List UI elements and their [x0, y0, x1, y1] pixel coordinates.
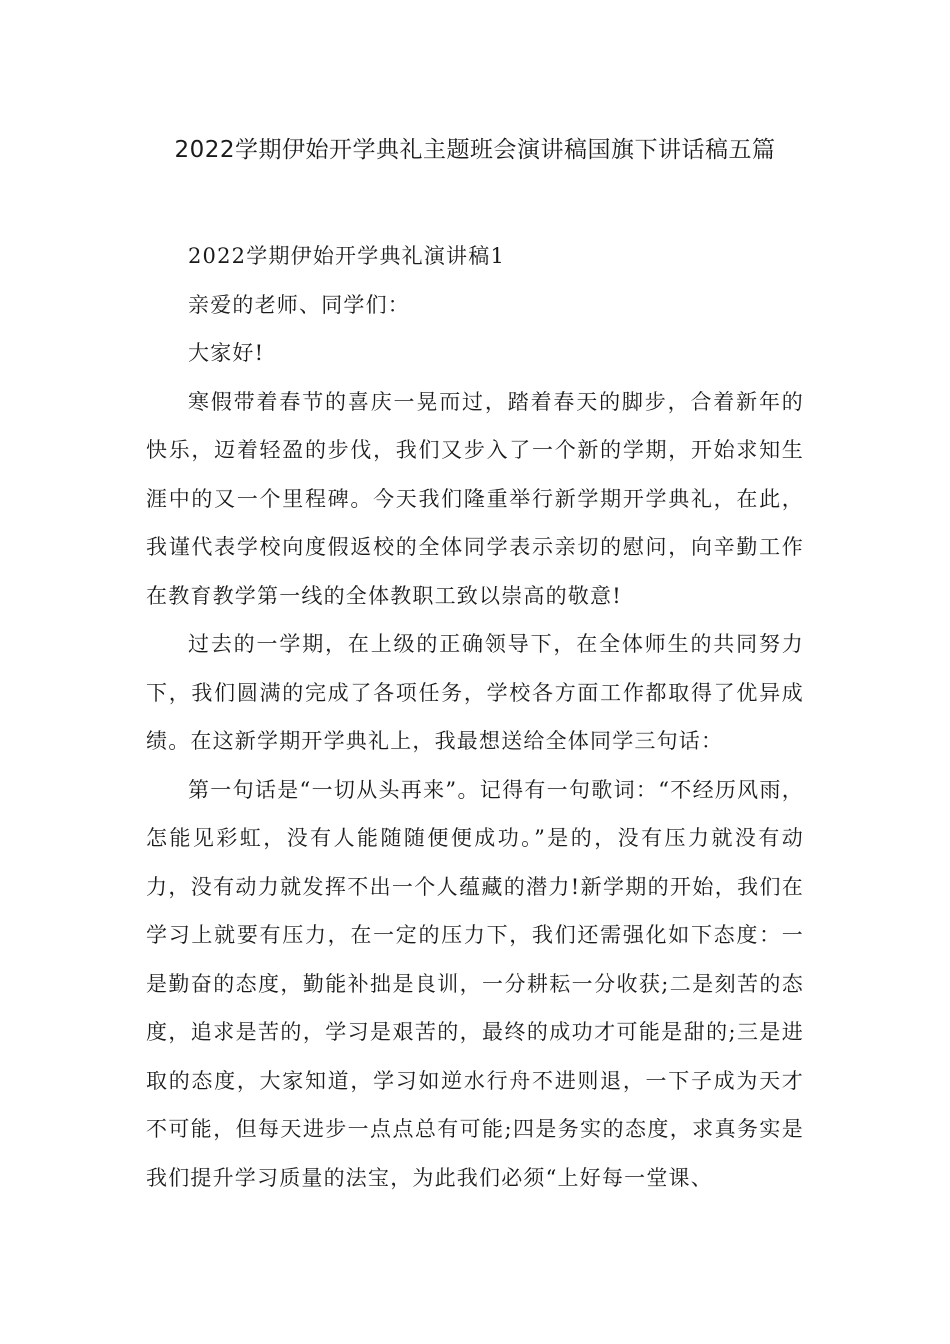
body-paragraph: 第一句话是“一切从头再来”。记得有一句歌词：“不经历风雨，怎能见彩虹，没有人能随随便便成功。”是的，没有压力就没有动力，没有动力就发挥不出一个人蕴藏的潜力!新学期的开始，我们在学习上就要有压力，在一定的压力下，我们还需强化如下态度：一是勤奋的态度，勤能补拙是良训，一分耕耘一分收获;二是刻苦的态度，追求是苦的，学习是艰苦的，最终的成功才可能是甜的;三是进取的态度，大家知道，学习如逆水行舟不进则退，一下子成为天才不可能，但每天进步一点点总有可能;四是务实的态度，求真务实是我们提升学习质量的法宝，为此我们必须“上好每一堂课、 — [146, 777, 804, 1190]
document-body — [146, 232, 804, 1202]
section-heading: 2022学期伊始开学典礼演讲稿1 — [188, 244, 506, 268]
document-title: 2022学期伊始开学典礼主题班会演讲稿国旗下讲话稿五篇 — [174, 137, 776, 163]
greeting: 大家好! — [188, 341, 265, 365]
body-paragraph: 寒假带着春节的喜庆一晃而过，踏着春天的脚步，合着新年的快乐，迈着轻盈的步伐，我们又步入了一个新的学期，开始求知生涯中的又一个里程碑。今天我们隆重举行新学期开学典礼，在此，我谨代表学校向度假返校的全体同学表示亲切的慰问，向辛勤工作在教育教学第一线的全体教职工致以崇高的敬意! — [146, 389, 804, 608]
body-paragraph: 过去的一学期，在上级的正确领导下，在全体师生的共同努力下，我们圆满的完成了各项任务，学校各方面工作都取得了优异成绩。在这新学期开学典礼上，我最想送给全体同学三句话： — [146, 632, 804, 753]
salutation: 亲爱的老师、同学们： — [188, 292, 410, 317]
